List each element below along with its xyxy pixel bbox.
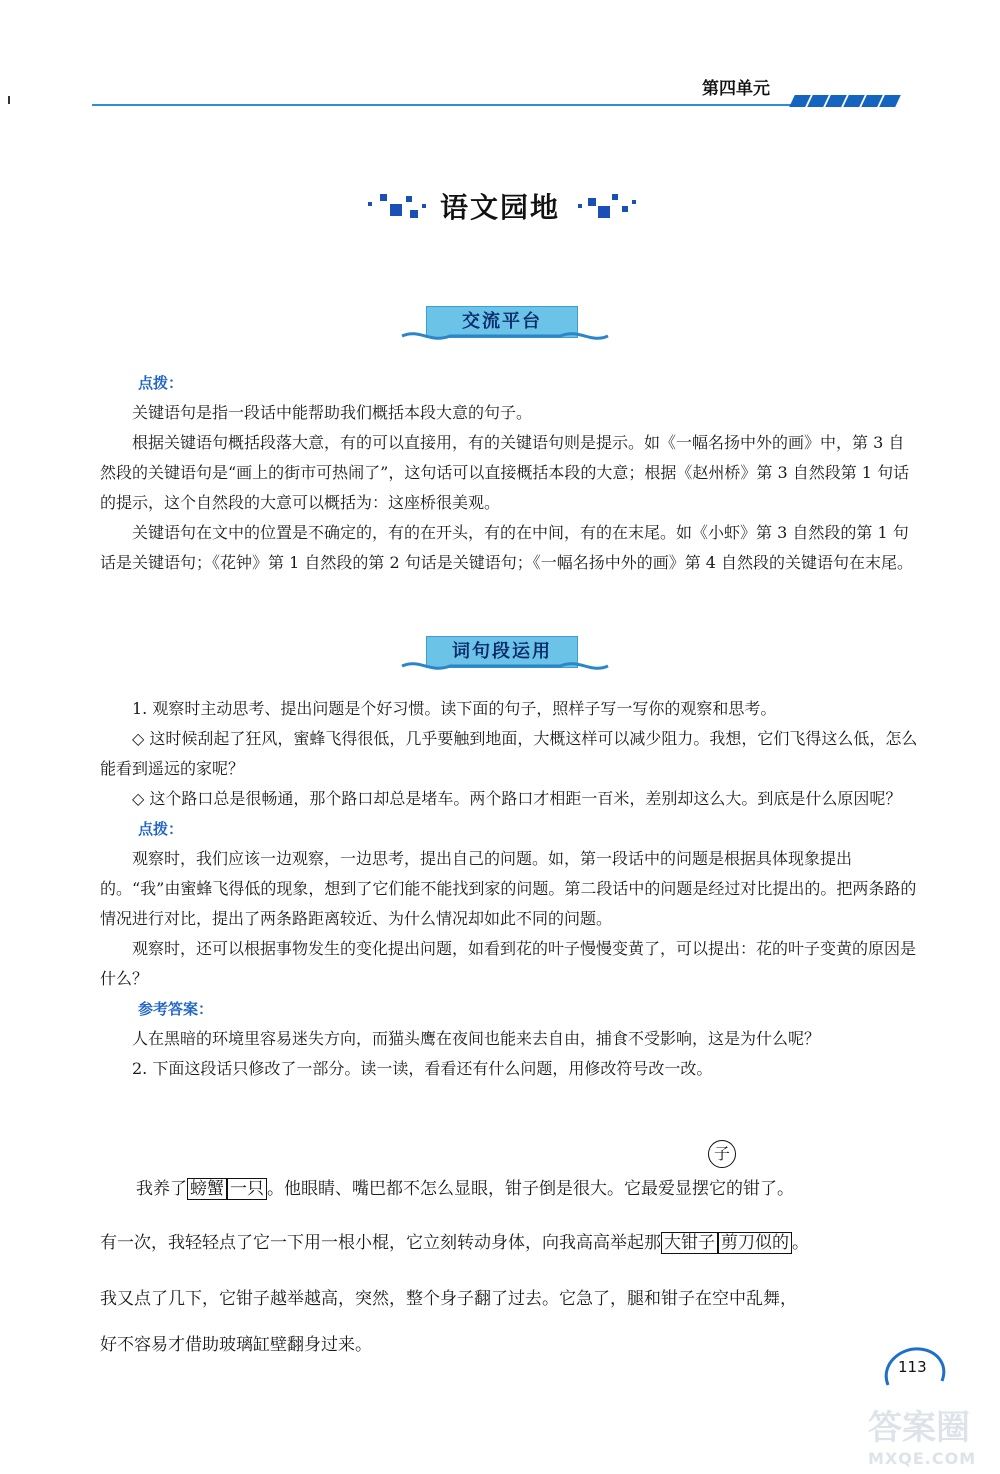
section-title-usage: 词句段运用 <box>426 636 578 668</box>
header-rule <box>92 104 792 106</box>
wave-ornament <box>400 660 610 672</box>
example: ◇ 这个路口总是很畅通，那个路口却总是堵车。两个路口才相距一百米，差别却这么大。到底是什么原因呢？ <box>132 789 902 808</box>
watermark: 答案圈 MXQE.COM <box>868 1408 977 1468</box>
tip-label: 点拨： <box>138 374 184 392</box>
page-title: 语文园地 <box>439 191 560 224</box>
header-stripes <box>792 92 912 106</box>
section-header-usage <box>400 634 610 680</box>
paragraph: 观察时，我们应该一边观察，一边思考，提出自己的问题。如，第一段话中的问题是根据具体现象提出的。“我”由蜜蜂飞得低的现象，想到了它们能不能找到家的问题。第二段话中的问题是经过对比提出的。把两条路的情况进行对比，提出了两条路距离较近、为什么情况却如此不同的问题。 <box>100 849 917 928</box>
title-decoration-right <box>570 184 650 224</box>
exchange-block <box>100 368 920 578</box>
moved-word: 剪刀似的 <box>718 1232 792 1254</box>
unit-label: 第四单元 <box>702 79 770 99</box>
paragraph: 关键语句在文中的位置是不确定的，有的在开头，有的在中间，有的在末尾。如《小虾》第 3 自然段的第 1 句话是关键语句；《花钟》第 1 自然段的第 2 句话是关键语句；《一幅名扬中外的画》第 4 自然段的关键语句在末尾。 <box>100 523 914 572</box>
paragraph: 观察时，还可以根据事物发生的变化提出问题，如看到花的叶子慢慢变黄了，可以提出：花的叶子变黄的原因是什么？ <box>100 939 917 988</box>
edit-line-3: 我又点了几下，它钳子越举越高，突然，整个身子翻了过去。它急了，腿和钳子在空中乱舞， <box>100 1289 797 1309</box>
tip-label: 点拨： <box>138 820 184 838</box>
answer: 人在黑暗的环境里容易迷失方向，而猫头鹰在夜间也能来去自由，捕食不受影响，这是为什么呢？ <box>132 1029 821 1048</box>
section-header-exchange <box>400 304 610 350</box>
paragraph: 关键语句是指一段话中能帮助我们概括本段大意的句子。 <box>132 403 533 422</box>
moved-word: 一只 <box>227 1178 267 1200</box>
question: 1. 观察时主动思考、提出问题是个好习惯。读下面的句子，照样子写一写你的观察和思考。 <box>132 699 777 718</box>
paragraph: 根据关键语句概括段落大意，有的可以直接用，有的关键语句则是提示。如《一幅名扬中外的画》中，第 3 自然段的关键语句是“画上的街市可热闹了”，这句话可以直接概括本段的大意；根据《赵州桥》第 3 自然段第 1 句话的提示，这个自然段的大意可以概括为：这座桥很美观。 <box>100 433 910 512</box>
usage-block <box>100 694 920 1084</box>
moved-word: 螃蟹 <box>187 1178 227 1200</box>
wave-ornament <box>400 330 610 342</box>
example: ◇ 这时候刮起了狂风，蜜蜂飞得很低，几乎要触到地面，大概这样可以减少阻力。我想，它们飞得这么低，怎么能看到遥远的家呢？ <box>100 729 918 778</box>
section-title-exchange: 交流平台 <box>426 306 578 338</box>
insert-mark: 子 <box>708 1140 736 1168</box>
margin-mark <box>8 96 10 104</box>
edit-line-4: 好不容易才借助玻璃缸壁翻身过来。 <box>100 1335 372 1355</box>
moved-word: 大钳子 <box>661 1232 718 1254</box>
edit-line-2: 有一次，我轻轻点了它一下用一根小棍，它立刻转动身体，向我高高举起那 大钳子 剪刀似的 。 <box>100 1233 809 1253</box>
answer-label: 参考答案： <box>138 1000 214 1018</box>
page-number: 113 <box>898 1358 927 1376</box>
edit-line-1: 我养了 螃蟹 一只 。他眼睛、嘴巴都不怎么显眼，钳子倒是很大。它最爱显摆它的钳了。 <box>136 1179 794 1199</box>
question: 2. 下面这段话只修改了一部分。读一读，看看还有什么问题，用修改符号改一改。 <box>132 1059 713 1078</box>
